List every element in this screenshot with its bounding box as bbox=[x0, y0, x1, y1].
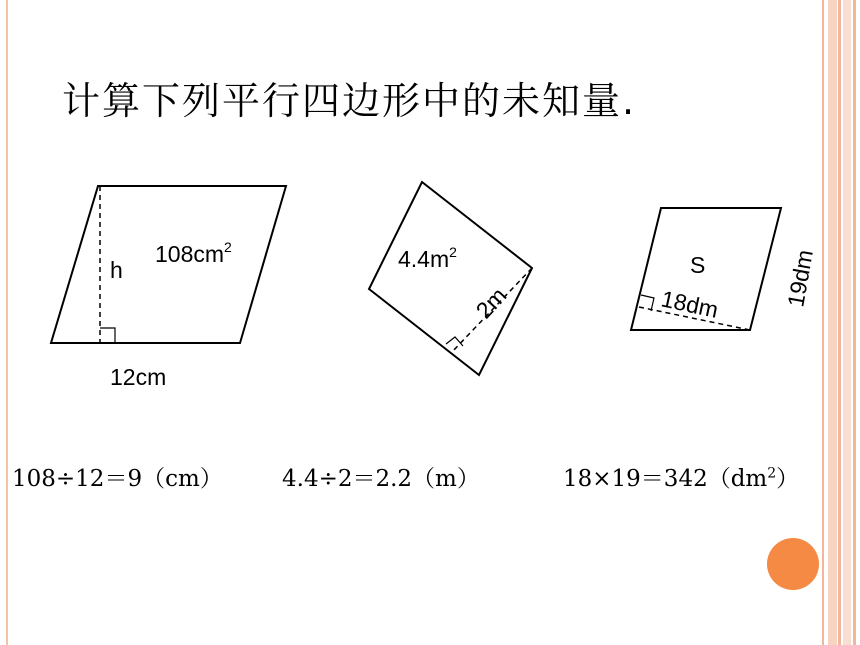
parallelogram-1 bbox=[51, 186, 286, 390]
height-label: 2m bbox=[470, 282, 512, 324]
height-label: h bbox=[110, 257, 123, 283]
height-label: 18dm bbox=[658, 285, 721, 323]
parallelogram-2-outline bbox=[369, 182, 532, 375]
side-label: 19dm bbox=[782, 247, 818, 309]
area-label: $4.4m^2$ bbox=[398, 244, 457, 272]
parallelogram-2 bbox=[369, 182, 532, 375]
area-label: S bbox=[690, 252, 706, 278]
answer-1: 108÷12＝9（cm） bbox=[12, 466, 223, 492]
base-label: 12cm bbox=[110, 364, 167, 390]
right-angle-mark bbox=[100, 328, 115, 343]
answer-2: 4.4÷2＝2.2（m） bbox=[282, 466, 480, 492]
area-label: $108cm^2$ bbox=[155, 239, 232, 267]
right-angle-mark bbox=[641, 295, 654, 311]
answer-3: $18\times 19=342(dm^2)$ bbox=[563, 465, 800, 492]
decorative-orange-dot bbox=[767, 538, 819, 590]
slide-title: 计算下列平行四边形中的未知量. bbox=[62, 79, 637, 123]
parallelogram-3 bbox=[631, 208, 818, 330]
right-angle-mark bbox=[446, 337, 463, 346]
